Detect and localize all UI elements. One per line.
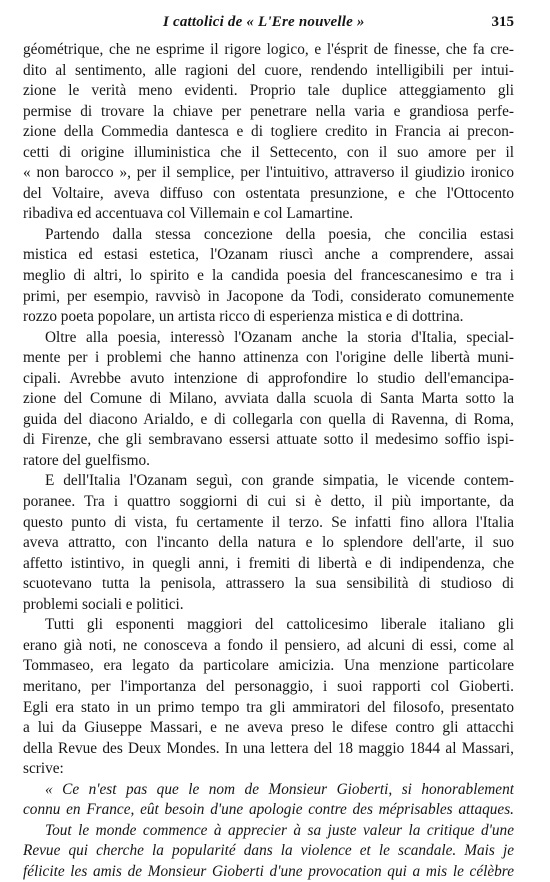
text-line: Oltre alla poesia, interessò l'Ozanam anche la storia d'Italia, special-	[45, 328, 514, 346]
text-line: questo punto di vista, fu certamente il terzo. Se infatti fino allora l'Italia	[23, 513, 514, 531]
text-line: primi, per esempio, ravvisò in Jacopone da Todi, considerato comunemente	[23, 287, 514, 305]
text-line: Tutti gli esponenti maggiori del cattolicesimo liberale italiano gli	[45, 616, 514, 634]
text-line: guida del diacono Arialdo, e di collegarla con quella di Ravenna, di Roma,	[23, 410, 514, 428]
text-line: erano già noti, ne conosceva a fondo il pensiero, ad alcuni di essi, come al	[23, 636, 514, 654]
text-line: mistica ed estasi estetica, l'Ozanam riuscì anche a comprendere, assai	[23, 246, 514, 264]
text-line: aveva attratto, con l'incanto della natura e lo splendore dell'arte, il suo	[23, 534, 514, 552]
text-line: scuotevano tutta la penisola, attrassero la sua sensibilità di studioso di	[23, 575, 514, 593]
quotation-line: Revue qui cherche la popularité dans la violence et le scandale. Mais je	[23, 842, 514, 860]
text-line: zione le verità meno evidenti. Proprio tale duplice atteggiamento gli	[23, 82, 514, 100]
text-line: géométrique, che ne esprime il rigore logico, e l'ésprit de finesse, che fa cre-	[23, 41, 514, 58]
text-line: ratore del guelfismo.	[23, 451, 151, 469]
text-line: del Voltaire, aveva diffuso con ostentata presunzione, e che l'Ottocento	[23, 184, 514, 202]
text-line: dito al sentimento, alle ragioni del cuore, rendendo intelligibili per intui-	[23, 61, 514, 79]
text-line: scrive:	[23, 760, 64, 778]
running-head	[23, 8, 514, 36]
text-line: Partendo dalla stessa concezione della poesia, che concilia estasi	[45, 225, 514, 243]
text-line: Egli era stato in un primo tempo tra gli ammiratori del filosofo, presentato	[23, 698, 514, 716]
text-line: della Revue des Deux Mondes. In una lettera del 18 maggio 1844 al Massari,	[23, 739, 514, 757]
quotation-line: « Ce n'est pas que le nom de Monsieur Gioberti, si honorablement	[45, 780, 514, 798]
text-line: poranee. Tra i quattro soggiorni di cui si è detto, il più importante, da	[23, 493, 514, 511]
text-line: a lui da Giuseppe Massari, e ne aveva preso le difese contro gli attacchi	[23, 719, 514, 737]
text-line: di Firenze, che gli sembravano essersi attuate sotto il medesimo soffio ispi-	[23, 431, 514, 449]
text-line: mente per i problemi che hanno attinenza con l'origine delle libertà muni-	[23, 349, 514, 367]
text-line: affetto istintivo, in quegli anni, i fremiti di libertà e di indipendenza, che	[23, 554, 514, 572]
text-line: rozzo poeta popolare, un artista ricco di esperienza mistica e di dottrina.	[23, 308, 464, 326]
text-line: zione della Commedia dantesca e di togliere credito in Francia ai precon-	[23, 123, 514, 141]
quotation-line: connu en France, eût besoin d'une apologie contre des méprisables attaques.	[23, 801, 514, 819]
quotation-line: félicite les amis de Monsieur Gioberti d'une provocation qui a mis le célèbre	[23, 862, 514, 880]
text-line: meritano, per l'importanza del personaggio, i suoi rapporti col Gioberti.	[23, 677, 514, 695]
text-line: problemi sociali e politici.	[23, 595, 184, 613]
text-line: ribadiva ed accentuava col Villemain e col Lamartine.	[23, 205, 354, 223]
text-line: permise di trovare la chiave per penetrare nella varia e grandiosa perfe-	[23, 102, 514, 120]
text-line: E dell'Italia l'Ozanam seguì, con grande simpatia, le vicende contem-	[45, 472, 514, 490]
body-text	[23, 40, 514, 882]
text-line: cipali. Avrebbe avuto intenzione di approfondire lo studio dell'emancipa-	[23, 369, 514, 387]
text-line: cetti di origine illuministica che il Settecento, con il suo amore per il	[23, 143, 514, 161]
page-number: 315	[491, 14, 514, 30]
text-line: zione del Comune di Milano, avviata dalla scuola di Santa Marta sotto la	[23, 390, 514, 408]
running-title: I cattolici de « L'Ere nouvelle »	[163, 14, 365, 30]
text-line: Tommaseo, era legato da particolare amicizia. Una menzione particolare	[23, 657, 514, 675]
text-line: meglio di altri, lo spirito e la candida poesia del francescanesimo e tra i	[23, 267, 514, 285]
quotation-line: Tout le monde commence à apprecier à sa juste valeur la critique d'une	[45, 821, 514, 839]
text-line: « non barocco », per il semplice, per l'intuitivo, attraverso il giudizio ironico	[23, 164, 514, 182]
